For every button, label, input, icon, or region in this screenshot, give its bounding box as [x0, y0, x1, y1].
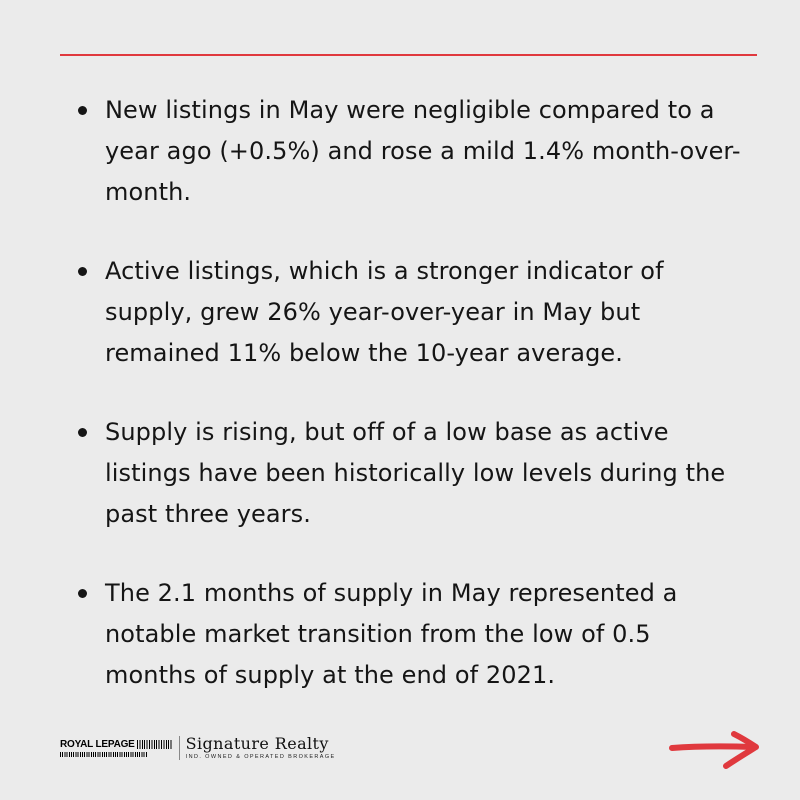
- bullet-item: [76, 90, 746, 213]
- logo-underline-icon: [60, 752, 148, 757]
- bullet-text: The 2.1 months of supply in May represented a notable market transition from the low of 0.5 months of supply at the end of 2021.: [105, 579, 678, 689]
- bullet-dot-icon: [78, 428, 87, 437]
- royal-lepage-logo: [60, 740, 173, 757]
- brand-text: [186, 735, 336, 761]
- bullet-dot-icon: [78, 589, 87, 598]
- bullet-item: [76, 251, 746, 374]
- bullet-text: New listings in May were negligible compared to a year ago (+0.5%) and rose a mild 1.4% month-over-month.: [105, 96, 741, 206]
- arrow-right-icon[interactable]: [668, 728, 762, 772]
- top-divider: [60, 54, 757, 56]
- brand-divider: [179, 736, 180, 760]
- bullet-dot-icon: [78, 106, 87, 115]
- brand-tagline: IND. OWNED & OPERATED BROKERAGE: [185, 754, 336, 760]
- logo-bars-icon: [137, 740, 173, 749]
- bullet-item: [76, 573, 746, 696]
- bullet-dot-icon: [78, 267, 87, 276]
- bullet-item: [76, 412, 746, 535]
- brand-footer: [60, 730, 336, 766]
- logo-wordmark: ROYAL LEPAGE: [60, 738, 135, 750]
- brand-name: Signature Realty: [185, 734, 329, 753]
- bullet-text: Active listings, which is a stronger indicator of supply, grew 26% year-over-year in May but remained 11% below the 10-year average.: [105, 257, 664, 367]
- bullet-list: [76, 90, 746, 734]
- bullet-text: Supply is rising, but off of a low base as active listings have been historically low levels during the past three years.: [105, 418, 726, 528]
